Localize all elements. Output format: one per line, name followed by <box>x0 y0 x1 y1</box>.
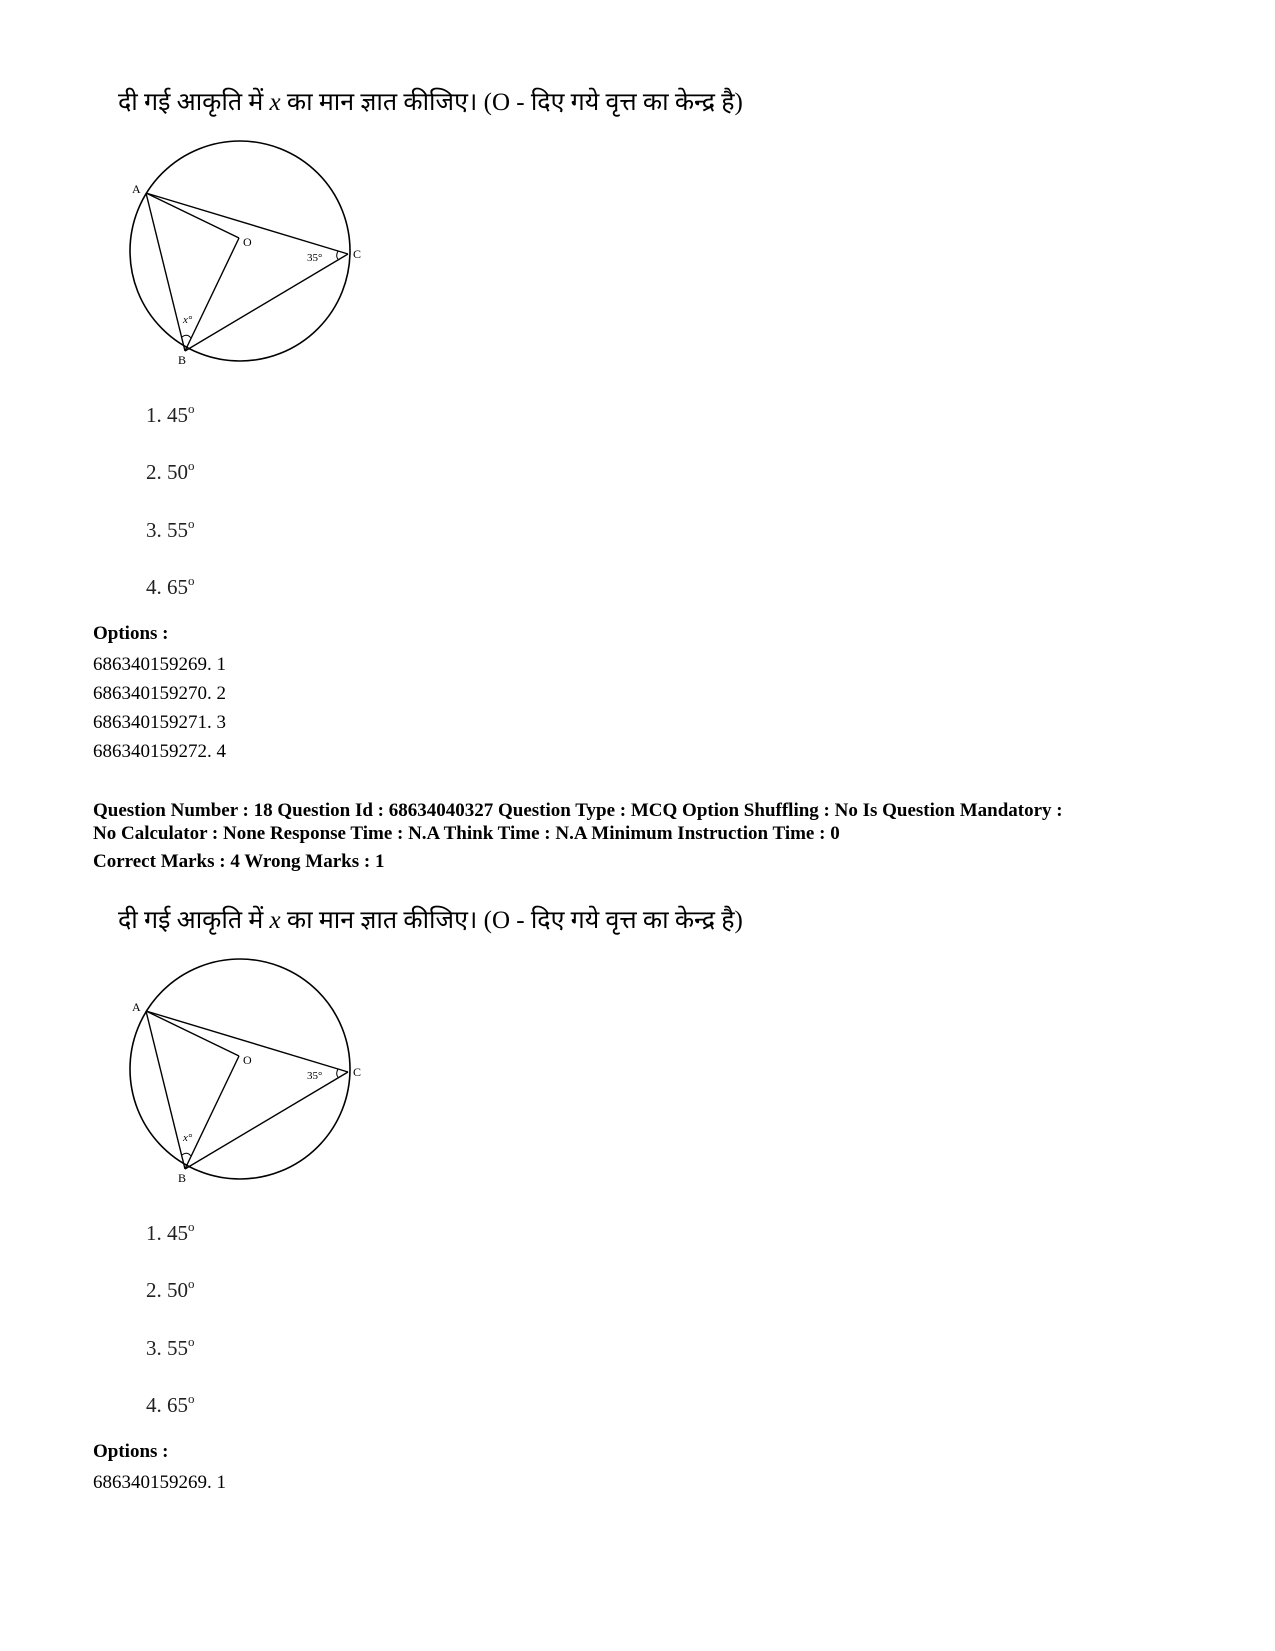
option-id-line: 686340159270. 2 <box>93 683 226 704</box>
circle <box>130 959 350 1179</box>
angle-c-arc <box>337 251 339 260</box>
options-heading: Options : <box>93 1441 169 1462</box>
label-o: O <box>243 235 252 249</box>
angle-b-arc <box>182 1153 191 1156</box>
choice-item: 2. 50$^o$ <box>146 1276 195 1302</box>
meta-line: Question Number : 18 Question Id : 68634040327 Question Type : MCQ Option Shuffling : No Is Question Mandatory : <box>93 800 1063 821</box>
option-id-line: 686340159271. 3 <box>93 712 226 733</box>
choice-item: 4. 65$^o$ <box>146 1391 195 1417</box>
angle-b-arc <box>182 335 191 338</box>
choice-item: 3. 55$^o$ <box>146 516 195 542</box>
question-text: दी गई आकृति में x का मान ज्ञात कीजिए। (O - दिए गये वृत्त का केन्द्र है) <box>118 907 743 934</box>
angle-c-label: 35° <box>307 252 323 264</box>
choice-item: 4. 65$^o$ <box>146 573 195 599</box>
option-id-line: 686340159269. 1 <box>93 654 226 675</box>
label-b: B <box>178 1171 187 1185</box>
label-o: O <box>243 1053 252 1067</box>
label-c: C <box>353 1065 362 1079</box>
label-a: A <box>132 182 141 196</box>
angle-c-arc <box>337 1069 339 1078</box>
options-heading: Options : <box>93 623 169 644</box>
marks-line: Correct Marks : 4 Wrong Marks : 1 <box>93 851 385 872</box>
label-b: B <box>178 353 187 367</box>
radius-oa <box>146 1011 239 1056</box>
circle-geometry-figure <box>120 958 380 1198</box>
options-list <box>93 1468 226 1497</box>
chord-ab <box>146 1011 185 1169</box>
angle-b-label: x° <box>183 314 193 326</box>
circle <box>130 141 350 361</box>
choice-item: 2. 50$^o$ <box>146 458 195 484</box>
chord-bc <box>185 1072 348 1169</box>
choice-item: 1. 45$^o$ <box>146 401 195 427</box>
choice-item: 1. 45$^o$ <box>146 1219 195 1245</box>
label-a: A <box>132 1000 141 1014</box>
label-c: C <box>353 247 362 261</box>
choice-item: 3. 55$^o$ <box>146 1334 195 1360</box>
meta-line: No Calculator : None Response Time : N.A Think Time : N.A Minimum Instruction Time : 0 <box>93 823 840 844</box>
angle-b-label: x° <box>183 1132 193 1144</box>
chord-ab <box>146 193 185 351</box>
angle-c-label: 35° <box>307 1070 323 1082</box>
options-list <box>93 650 226 766</box>
radius-ob <box>185 238 239 351</box>
question-meta <box>93 799 1063 873</box>
question-text: दी गई आकृति में x का मान ज्ञात कीजिए। (O - दिए गये वृत्त का केन्द्र है) <box>118 89 743 116</box>
option-id-line: 686340159272. 4 <box>93 741 226 762</box>
option-id-line: 686340159269. 1 <box>93 1472 226 1493</box>
chord-bc <box>185 254 348 351</box>
radius-oa <box>146 193 239 238</box>
circle-geometry-figure <box>120 140 380 380</box>
radius-ob <box>185 1056 239 1169</box>
